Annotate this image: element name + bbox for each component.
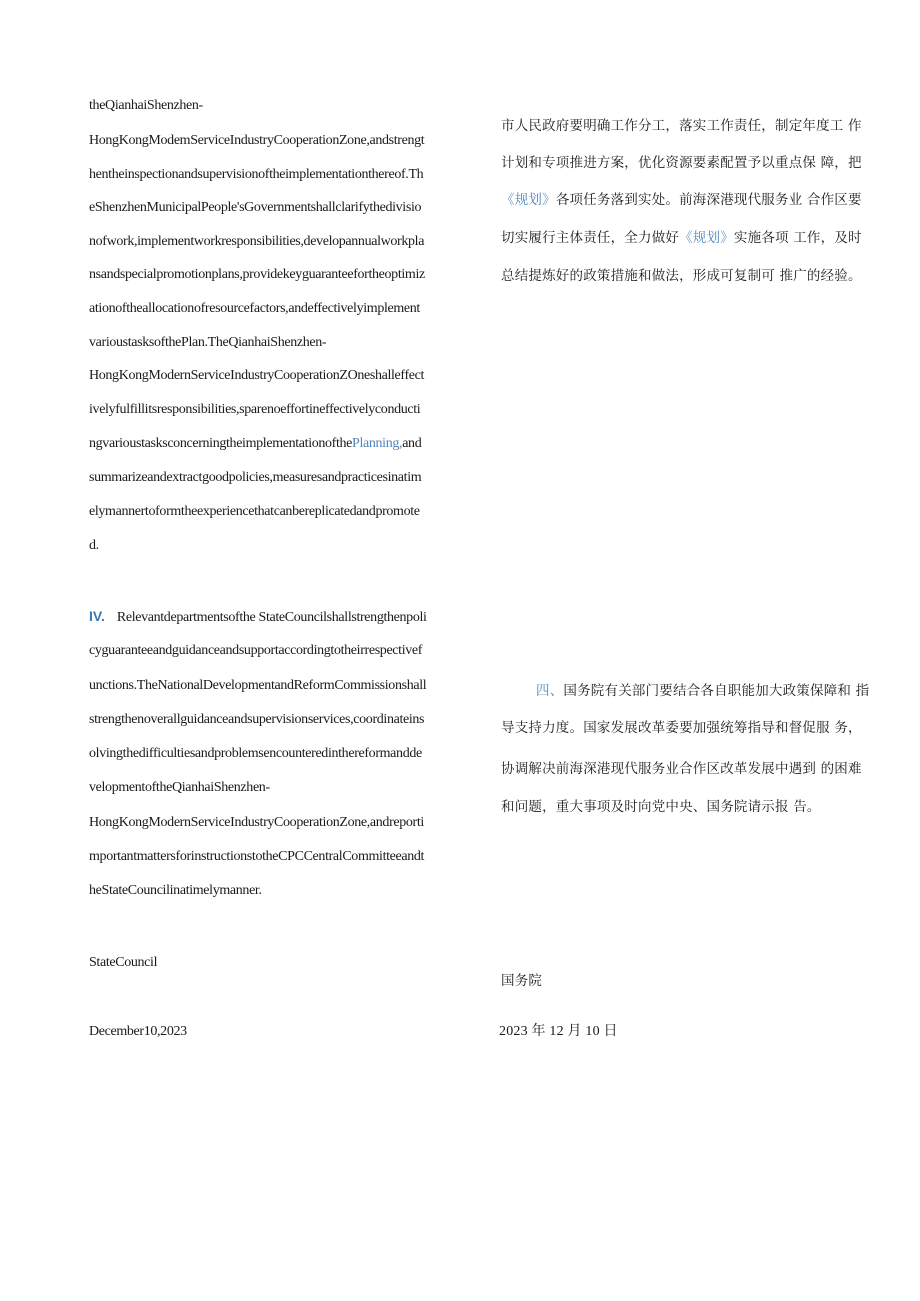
zh-section-heading-line [536, 681, 869, 701]
en-text-line: HongKongModernServiceIndustryCooperationZOneshalleffect [89, 368, 425, 383]
en-text-line [89, 434, 421, 454]
zh-signature: 国务院 [501, 973, 543, 989]
zh-text-segment: 各项任务落到实处。前海深港现代服务业 合作区要 [555, 192, 862, 208]
en-text-line: cyguaranteeandguidanceandsupportaccordingtotheirrespectivef [89, 643, 423, 658]
en-section-heading-line [89, 606, 427, 628]
en-text-segment: Relevantdepartmentsofthe StateCouncilshallstrengthenpoli [116, 610, 427, 625]
zh-text-segment: 切实履行主体责任，全力做好 [501, 230, 680, 246]
en-text-line: summarizeandextractgoodpolicies,measuresandpracticesinatim [89, 470, 422, 485]
en-text-line: HongKongModemServiceIndustryCooperationZone,andstrengt [89, 133, 425, 148]
section-number: IV. [89, 608, 105, 624]
zh-text-line: 导支持力度。国家发展改革委要加强统筹指导和督促服 务， [501, 720, 862, 736]
zh-text-line: 市人民政府要明确工作分工，落实工作责任，制定年度工 作 [501, 118, 862, 134]
en-text-line: d. [89, 538, 99, 553]
en-date: December10,2023 [89, 1024, 187, 1039]
en-text-line: varioustasksofthePlan.TheQianhaiShenzhen- [89, 335, 327, 350]
en-text-line: olvingthedifficultiesandproblemsencounteredinthereformandde [89, 746, 422, 761]
en-text-segment: ngvarioustasksconcerningtheimplementationofthe [89, 436, 353, 451]
plan-link[interactable]: 《规划》 [501, 192, 556, 208]
en-text-line: theQianhaiShenzhen- [89, 98, 203, 113]
zh-text-line: 协调解决前海深港现代服务业合作区改革发展中遇到 的困难 [501, 761, 862, 777]
en-text-line: nofwork,implementworkresponsibilities,developannualworkpla [89, 234, 425, 249]
section-number: 四、 [536, 683, 564, 699]
en-text-line: velopmentoftheQianhaiShenzhen- [89, 780, 270, 795]
en-text-line: unctions.TheNationalDevelopmentandReformCommissionshall [89, 678, 427, 693]
en-text-line: strengthenoverallguidanceandsupervisionservices,coordinateins [89, 712, 425, 727]
zh-text-segment: 国务院有关部门要结合各自职能加大政策保障和 指 [563, 683, 870, 699]
plan-link[interactable]: 《规划》 [679, 230, 734, 246]
zh-text-line: 和问题，重大事项及时向党中央、国务院请示报 告。 [501, 799, 821, 815]
en-text-line: ivelyfulfillitsresponsibilities,sparenoeffortineffectivelyconducti [89, 402, 421, 417]
en-signature: StateCouncil [89, 955, 158, 970]
en-text-line: HongKongModernServiceIndustryCooperationZone,andreporti [89, 815, 424, 830]
planning-link[interactable]: Planning, [352, 436, 403, 451]
en-text-segment: and [402, 436, 422, 451]
zh-text-segment: 实施各项 工作，及时 [733, 230, 862, 246]
en-text-line: nsandspecialpromotionplans,providekeyguaranteefortheoptimiz [89, 267, 425, 282]
en-text-line: mportantmattersforinstructionstotheCPCCentralCommitteeandt [89, 849, 425, 864]
zh-text-line: 总结提炼好的政策措施和做法，形成可复制可 推广的经验。 [501, 268, 862, 284]
en-text-line: ationoftheallocationofresourcefactors,andeffectivelyimplement [89, 301, 420, 316]
zh-date: 2023 年 12 月 10 日 [499, 1024, 618, 1039]
zh-text-line [501, 228, 862, 248]
en-text-line: eShenzhenMunicipalPeople'sGovernmentshallclarifythedivisio [89, 200, 422, 215]
en-text-line: hentheinspectionandsupervisionoftheimplementationthereof.Th [89, 167, 424, 182]
en-text-line: heStateCouncilinatimelymanner. [89, 883, 262, 898]
zh-text-line: 计划和专项推进方案，优化资源要素配置予以重点保 障，把 [501, 155, 862, 171]
zh-text-line [501, 190, 862, 210]
en-text-line: elymannertoformtheexperiencethatcanbereplicatedandpromote [89, 504, 420, 519]
